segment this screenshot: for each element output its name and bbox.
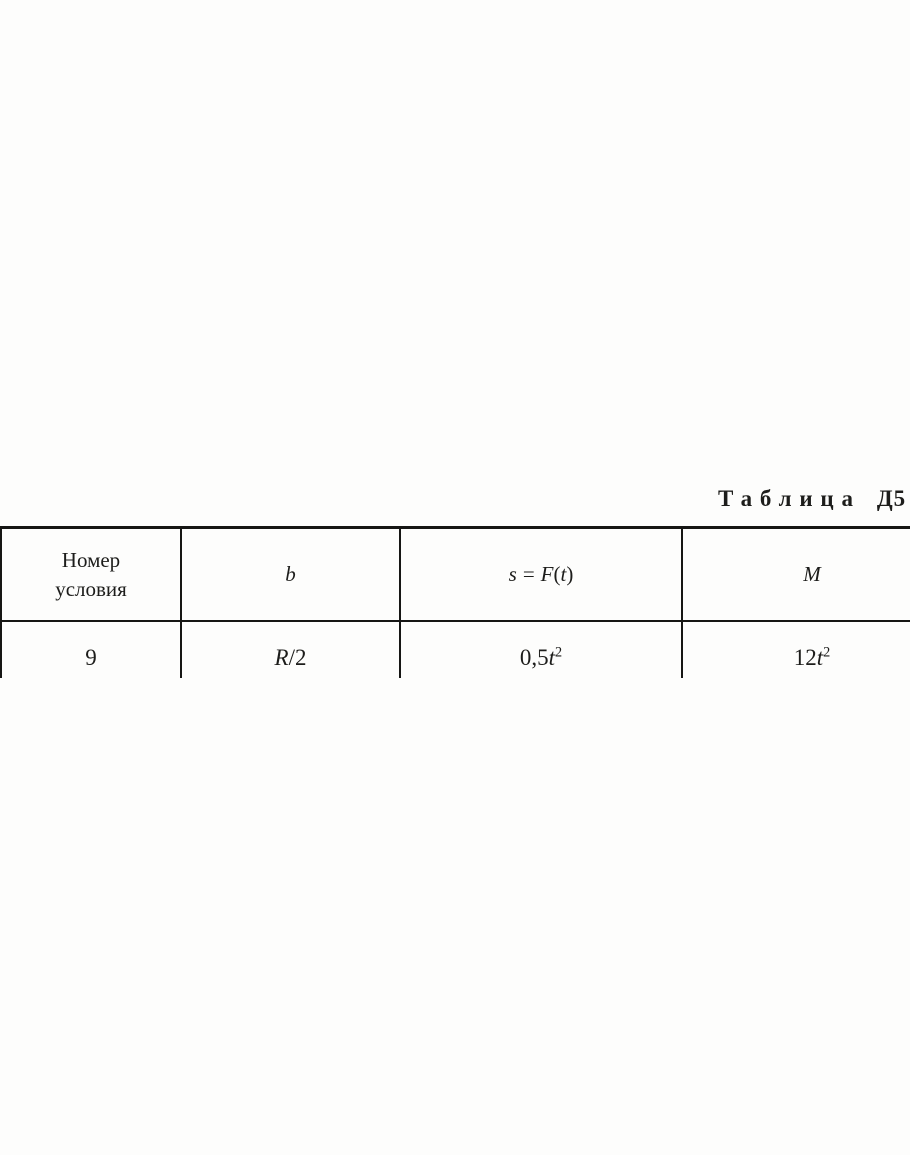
conditions-table [0, 526, 910, 678]
condition-number-value: 9 [85, 645, 97, 670]
cell-m-value [682, 621, 910, 678]
header-number-line1: Номер [61, 548, 121, 573]
formula-t-symbol: t [560, 562, 567, 586]
table-title [718, 486, 906, 512]
formula-equals-sign: = [522, 562, 535, 586]
formula-open-paren: ( [553, 562, 561, 586]
formula-f-symbol: F [540, 562, 554, 586]
table-title-word: Таблица [717, 486, 861, 511]
b-value-slash: / [288, 645, 295, 670]
table-body [1, 621, 910, 678]
s-value-exponent: 2 [555, 644, 563, 661]
header-number-line2: условия [55, 576, 127, 601]
header-cell-number [1, 528, 181, 622]
cell-b-value [181, 621, 400, 678]
table-header [1, 528, 910, 622]
table-region [0, 526, 910, 678]
header-cell-m [682, 528, 910, 622]
header-row [1, 528, 910, 622]
table-title-number: Д5 [876, 486, 906, 511]
cell-s-value [400, 621, 682, 678]
b-value-denominator: 2 [294, 645, 307, 670]
m-value-variable: t [816, 645, 824, 670]
header-cell-b [181, 528, 400, 622]
b-value-numerator: R [274, 645, 289, 670]
m-value-coefficient: 12 [793, 645, 817, 670]
header-m-symbol: M [803, 562, 821, 586]
formula-s-symbol: s [508, 562, 517, 586]
table-row [1, 621, 910, 678]
cell-condition-number [1, 621, 181, 678]
formula-close-paren: ) [566, 562, 574, 586]
s-value-coefficient: 0,5 [519, 645, 549, 670]
header-b-symbol: b [285, 562, 296, 586]
header-cell-s-formula [400, 528, 682, 622]
s-value-variable: t [548, 645, 555, 670]
m-value-exponent: 2 [823, 644, 831, 661]
